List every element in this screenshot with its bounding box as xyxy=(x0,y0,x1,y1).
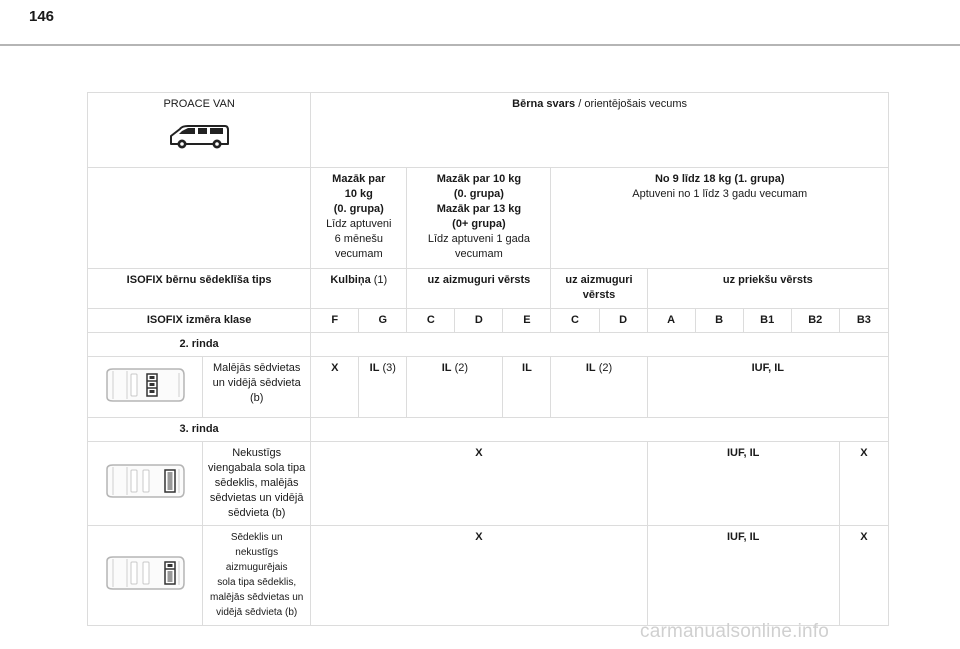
watermark: carmanualsonline.info xyxy=(640,621,830,642)
row-2-title: 2. rinda xyxy=(88,333,311,357)
row-2-value: IL (3) xyxy=(359,357,407,418)
weight-header: Bērna svars / orientējošais vecums xyxy=(311,93,889,168)
row-3b-value: IUF, IL xyxy=(647,526,839,626)
car-diagram-row2 xyxy=(88,357,203,418)
size-class: B xyxy=(695,309,743,333)
size-class: E xyxy=(503,309,551,333)
row-3-title-row xyxy=(88,418,889,442)
empty-cell xyxy=(311,418,889,442)
group-row xyxy=(88,168,889,269)
row-3b-desc: Sēdeklis un nekustīgs aizmugurējais sola tipa sēdeklis, malējās sēdvietas un vidējā sēdvieta (b) xyxy=(203,526,311,626)
row-2-value: IL xyxy=(503,357,551,418)
group-0-plus: Mazāk par 10 kg (0. grupa) Mazāk par 13 kg (0+ grupa) Līdz aptuveni 1 gada vecumam xyxy=(407,168,551,269)
row-2-value: X xyxy=(311,357,359,418)
type-kulbina: Kulbiņa (1) xyxy=(311,269,407,309)
row-2-value: IUF, IL xyxy=(647,357,888,418)
size-label: ISOFIX izmēra klase xyxy=(88,309,311,333)
size-class: G xyxy=(359,309,407,333)
row-3b xyxy=(88,526,889,626)
size-class: B3 xyxy=(839,309,888,333)
size-class: B1 xyxy=(743,309,791,333)
row-2 xyxy=(88,357,889,418)
size-row xyxy=(88,309,889,333)
model-cell xyxy=(88,93,311,168)
car-seat-diagram-icon xyxy=(103,365,187,405)
row-2-value: IL (2) xyxy=(551,357,647,418)
car-diagram-row3b xyxy=(88,526,203,626)
empty-cell xyxy=(88,168,311,269)
car-seat-diagram-icon xyxy=(103,553,187,593)
size-class: A xyxy=(647,309,695,333)
row-3a-desc: Nekustīgs viengabala sola tipa sēdeklis, malējās sēdvietas un vidējā sēdvieta (b) xyxy=(203,442,311,526)
row-3a-value: IUF, IL xyxy=(647,442,839,526)
type-rear-2: uz aizmuguri vērsts xyxy=(551,269,647,309)
type-row xyxy=(88,269,889,309)
empty-cell xyxy=(311,333,889,357)
group-1: No 9 līdz 18 kg (1. grupa) Aptuveni no 1 līdz 3 gadu vecumam xyxy=(551,168,889,269)
row-2-title-row xyxy=(88,333,889,357)
size-class: F xyxy=(311,309,359,333)
car-diagram-row3a xyxy=(88,442,203,526)
header-row xyxy=(88,93,889,168)
row-3a xyxy=(88,442,889,526)
size-class: C xyxy=(407,309,455,333)
model-name: PROACE VAN xyxy=(163,98,235,110)
group-0: Mazāk par 10 kg (0. grupa) Līdz aptuveni 6 mēnešu vecumam xyxy=(311,168,407,269)
row-3a-value: X xyxy=(839,442,888,526)
row-3-title: 3. rinda xyxy=(88,418,311,442)
header-rule xyxy=(0,44,960,46)
type-front: uz priekšu vērsts xyxy=(647,269,888,309)
isofix-table xyxy=(87,92,889,626)
van-icon xyxy=(168,122,230,152)
row-2-desc: Malējās sēdvietas un vidējā sēdvieta (b) xyxy=(203,357,311,418)
row-3b-value: X xyxy=(311,526,647,626)
car-seat-diagram-icon xyxy=(103,461,187,501)
page-number: 146 xyxy=(29,8,55,25)
row-3a-value: X xyxy=(311,442,647,526)
size-class: B2 xyxy=(791,309,839,333)
row-3b-value: X xyxy=(839,526,888,626)
type-rear-1: uz aizmuguri vērsts xyxy=(407,269,551,309)
type-label: ISOFIX bērnu sēdeklīša tips xyxy=(88,269,311,309)
size-class: C xyxy=(551,309,599,333)
size-class: D xyxy=(455,309,503,333)
row-2-value: IL (2) xyxy=(407,357,503,418)
size-class: D xyxy=(599,309,647,333)
